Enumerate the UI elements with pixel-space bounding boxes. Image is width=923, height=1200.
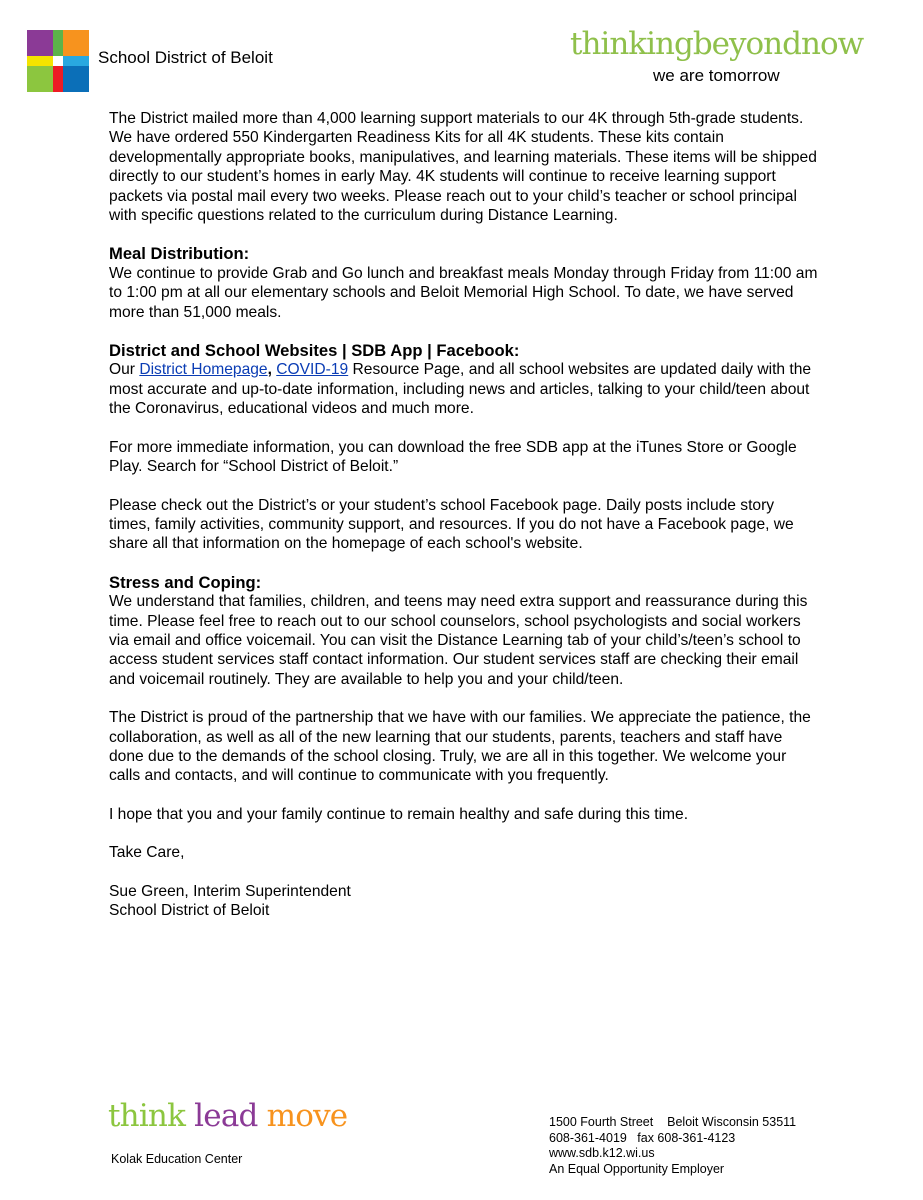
logo-square-orange: [63, 30, 89, 56]
signature-org: School District of Beloit: [109, 902, 270, 919]
covid-19-link[interactable]: COVID-19: [276, 361, 349, 379]
district-homepage-link[interactable]: District Homepage: [139, 361, 268, 379]
address-line-2: 608-361-4019 fax 608-361-4123: [549, 1130, 736, 1145]
app-paragraph: For more immediate information, you can download the free SDB app at the iTunes Store or Google Play. Search for “School District of Beloit.”: [109, 438, 797, 476]
logo-bar-green: [53, 30, 63, 56]
tagline-word-beyondnow: beyondnow: [692, 26, 864, 62]
letter-body: [109, 109, 819, 920]
signature-name: Sue Green, Interim Superintendent: [109, 882, 351, 900]
websites-paragraph: [109, 360, 819, 418]
meal-paragraph: We continue to provide Grab and Go lunch and breakfast meals Monday through Friday from 11:00 am to 1:00 pm at all our elementary schools and Beloit Memorial High School. To date, we have served more than 51,000 meals.: [109, 264, 818, 321]
address-block: [549, 1115, 796, 1177]
logo-bar-yellow: [27, 56, 53, 66]
footer-word-lead: lead: [194, 1098, 258, 1134]
websites-prefix: Our: [109, 361, 140, 379]
signature-block: [109, 882, 819, 921]
district-name: School District of Beloit: [98, 48, 273, 67]
websites-heading: District and School Websites | SDB App | Facebook:: [109, 341, 520, 361]
district-logo: [27, 30, 89, 92]
logo-bar-blue: [63, 56, 89, 66]
partnership-paragraph: The District is proud of the partnership that we have with our families. We appreciate the patience, the collaboration, as well as all of the new learning that our students, parents, teachers and staff have done due to the demands of the school closing. Truly, we are all in this together. We welcome your calls and contacts, and will continue to communicate with you frequently.: [109, 709, 811, 785]
footer-word-think: think: [108, 1098, 186, 1134]
footer-tagline: [108, 1098, 347, 1134]
equal-opportunity: An Equal Opportunity Employer: [549, 1161, 725, 1176]
closing: Take Care,: [109, 844, 185, 862]
center-name: Kolak Education Center: [111, 1152, 243, 1166]
website-address: www.sdb.k12.wi.us: [549, 1146, 655, 1161]
logo-square-green: [27, 66, 53, 92]
stress-paragraph: We understand that families, children, and teens may need extra support and reassurance during this time. Please feel free to reach out to our school counselors, school psychologists and social workers via email and office voicemail. You can visit the Distance Learning tab of your child’s/teen’s school to access student services staff contact information. Our student services staff are checking their email and voicemail routinely. They are available to help you and your child/teen.: [109, 593, 808, 688]
healthy-paragraph: I hope that you and your family continue to remain healthy and safe during this time.: [109, 805, 689, 823]
footer-word-move: move: [266, 1098, 348, 1134]
link-separator: ,: [267, 361, 277, 379]
websites-text: Resource Page, and all school websites are updated daily with the most accurate and up-to-date information, including news and articles, talking to your child/teen about the Coronavirus, educational videos and much more.: [109, 361, 812, 418]
logo-center: [53, 56, 63, 66]
intro-paragraph: The District mailed more than 4,000 learning support materials to our 4K through 5th-grade students. We have ordered 550 Kindergarten Readiness Kits for all 4K students. These kits contain developmentally appropriate books, manipulatives, and learning materials. These items will be shipped directly to our student’s homes in early May. 4K students will continue to receive learning support packets via postal mail every two weeks. Please reach out to your child’s teacher or school principal with specific questions related to the curriculum during Distance Learning.: [109, 110, 817, 225]
stress-heading: Stress and Coping:: [109, 572, 262, 592]
logo-square-purple: [27, 30, 53, 56]
logo-square-blue: [63, 66, 89, 92]
address-line-1: 1500 Fourth Street Beloit Wisconsin 53511: [549, 1115, 797, 1129]
tagline-we-are-tomorrow: we are tomorrow: [653, 66, 780, 85]
logo-bar-red: [53, 66, 63, 92]
tagline-thinking-beyond-now: [570, 26, 863, 62]
facebook-paragraph: Please check out the District’s or your student’s school Facebook page. Daily posts include story times, family activities, community support, and resources. If you do not have a Facebook page, we share all that information on the homepage of each school's website.: [109, 496, 794, 553]
tagline-word-thinking: thinking: [570, 26, 693, 62]
meal-heading: Meal Distribution:: [109, 244, 250, 264]
